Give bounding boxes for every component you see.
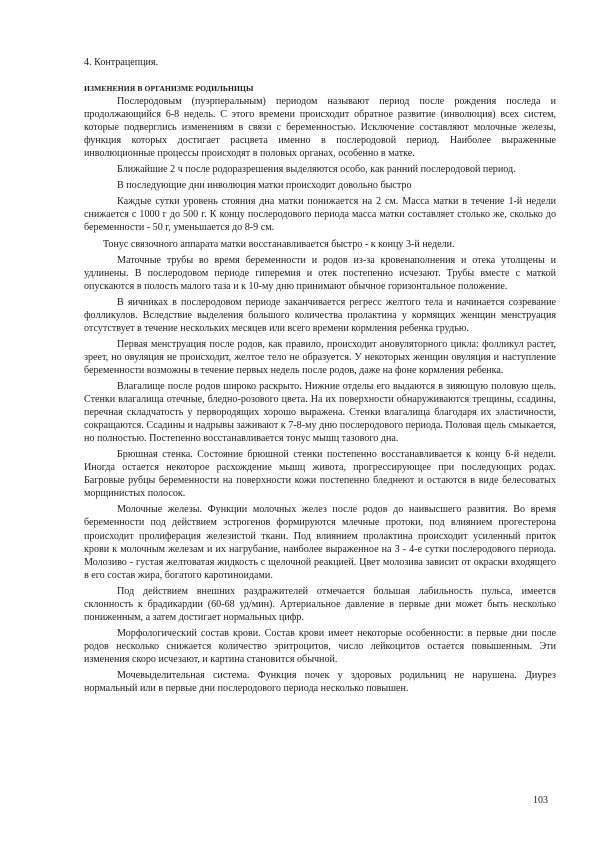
paragraph-vagina: Влагалище после родов широко раскрыто. Нижние отделы его выдаются в зияющую половую щель. Стенки влагалища отечные, бледно-розового цвета. На их поверхности обнаруживаются трещины, ссадины, перечная складчатость у первородящих хорошо выражена. Стенки влагалища благодаря их эластичности, сокращаются. Ссадины и надрывы заживают к 7-8-му дню послеродового периода. Половая щель смыкается, но полностью. Постепенно восстанавливается тонус мышц тазового дна.: [84, 380, 556, 445]
paragraph-uterus-mass: Каждые сутки уровень стояния дна матки понижается на 2 см. Масса матки в течение 1-й недели снижается с 1000 г до 500 г. К концу послеродового периода масса матки составляет столько же, сколько до беременности - 50 г, уменьшается до 8-9 см.: [84, 196, 556, 234]
paragraph-cardiovascular: Под действием внешних раздражителей отмечается большая лабильность пульса, имеется склонность к брадикардии (60-68 уд/мин). Артериальное давление в первые дни может быть несколько пониженным, а затем достигает нормальных цифр.: [84, 585, 556, 623]
paragraph-fallopian-tubes: Маточные трубы во время беременности и родов из-за кровенаполнения и отека утолщены и удлинены. В послеродовом периоде гиперемия и отек постепенно исчезают. Трубы вместе с маткой опускаются в полость малого таза и к 10-му дню принимают обычное горизонтальное положение.: [84, 254, 556, 292]
section-heading: ИЗМЕНЕНИЯ В ОРГАНИЗМЕ РОДИЛЬНИЦЫ: [84, 84, 254, 94]
paragraph-ligament-tone: Тонус связочного аппарата матки восстанавливается быстро - к концу 3-й недели.: [103, 238, 455, 250]
document-page: [84, 56, 556, 698]
paragraph-blood-composition: Морфологический состав крови. Состав крови имеет некоторые особенности: в первые дни после родов несколько снижается количество эритроцитов, число лейкоцитов остается повышенным. Эти изменения скоро исчезают, и картина становится обычной.: [84, 627, 556, 665]
paragraph-ovaries: В яичниках в послеродовом периоде заканчивается регресс желтого тела и начинается созревание фолликулов. Вследствие выделения большого количества пролактина у кормящих женщин менструация отсутствует в течение нескольких месяцев или всего времени кормления ребенка грудью.: [84, 296, 556, 334]
paragraph-urinary-system: Мочевыделительная система. Функция почек у здоровых родильниц не нарушена. Диурез нормальный или в первые дни послеродового периода несколько повышен.: [84, 669, 556, 695]
paragraph-abdominal-wall: Брюшная стенка. Состояние брюшной стенки постепенно восстанавливается к концу 6-й недели. Иногда остается некоторое расхождение мышц живота, прогрессирующее при последующих родах. Багровые рубцы беременности на поверхности кожи постепенно бледнеют и остаются в виде белесоватых морщинистых полосок.: [84, 449, 556, 500]
paragraph-postpartum-definition: Послеродовым (пуэрперальным) периодом называют период после рождения последа и продолжающийся 6-8 недель. С этого времени происходит обратное развитие (инволюция) всех систем, которые подверглись изменениям в связи с беременностью. Исключение составляют молочные железы, функция которых достигает расцвета именно в послеродовой период. Наиболее выраженные инволюционные процессы происходят в половых органах, особенно в матке.: [84, 96, 556, 160]
paragraph-first-menstruation: Первая менструация после родов, как правило, происходит ановуляторного цикла: фолликул растет, зреет, но овуляция не происходит, желтое тело не образуется. У некоторых женщин овуляция и наступление беременности возможны в течение первых недель после родов, даже на фоне кормления ребенка.: [84, 338, 556, 376]
paragraph-mammary-glands: Молочные железы. Функции молочных желез после родов до наивысшего развития. Во время беременности под действием эстрогенов формируются млечные протоки, под влиянием прогестерона происходит пролиферация железистой ткани. Под влиянием пролактина происходит усиленный приток крови к молочным железам и их нагрубание, наиболее выраженное на 3 - 4-е сутки послеродового периода. Молозиво - густая желтоватая жидкость с щелочной реакцией. Цвет молозива зависит от окраски входящего в его состав жира, богатого каротиноидами.: [84, 504, 556, 581]
paragraph-early-postpartum: Ближайшие 2 ч после родоразрешения выделяются особо, как ранний послеродовой период.: [117, 164, 516, 176]
paragraph-uterus-involution: В последующие дни инволюция матки происходит довольно быстро: [117, 180, 412, 192]
list-item-contraception: 4. Контрацепция.: [84, 57, 159, 68]
page-number: 103: [533, 795, 548, 806]
